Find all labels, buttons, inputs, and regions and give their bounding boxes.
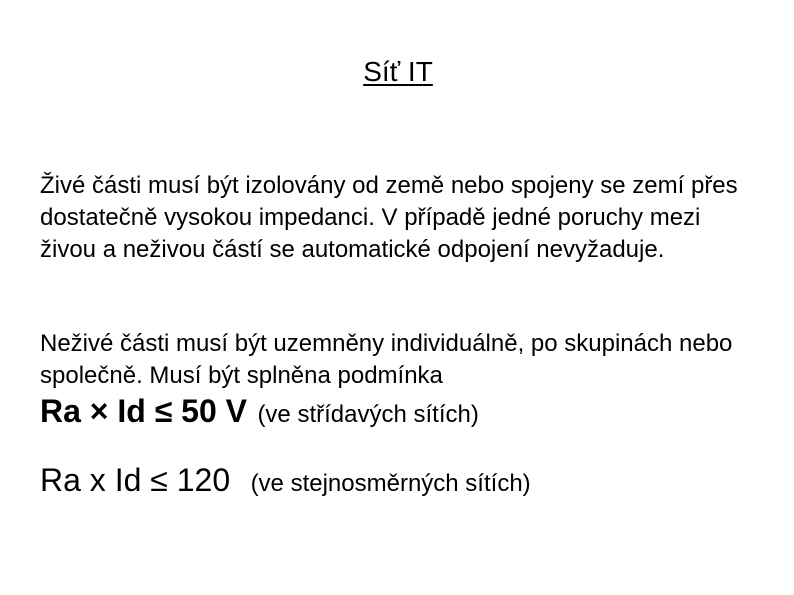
slide-title-text: Síť IT: [363, 56, 433, 87]
formula-dc: [40, 462, 531, 499]
slide-title: [0, 56, 794, 88]
formula-dc-expression: Ra x Id ≤ 120: [40, 462, 231, 498]
formula-ac: [40, 393, 479, 430]
paragraph-exposed-parts: Neživé části musí být uzemněny individuálně, po skupinách nebo společně. Musí být splněna podmínka: [40, 330, 733, 389]
formula-dc-note: (ve stejnosměrných sítích): [250, 470, 531, 497]
paragraph-live-parts: Živé části musí být izolovány od země nebo spojeny se zemí přes dostatečně vysokou impedanci. V případě jedné poruchy mezi živou a neživou částí se automatické odpojení nevyžaduje.: [40, 172, 738, 263]
formula-ac-expression: Ra × Id ≤ 50 V: [40, 393, 247, 429]
formula-ac-note: (ve střídavých sítích): [257, 401, 479, 428]
